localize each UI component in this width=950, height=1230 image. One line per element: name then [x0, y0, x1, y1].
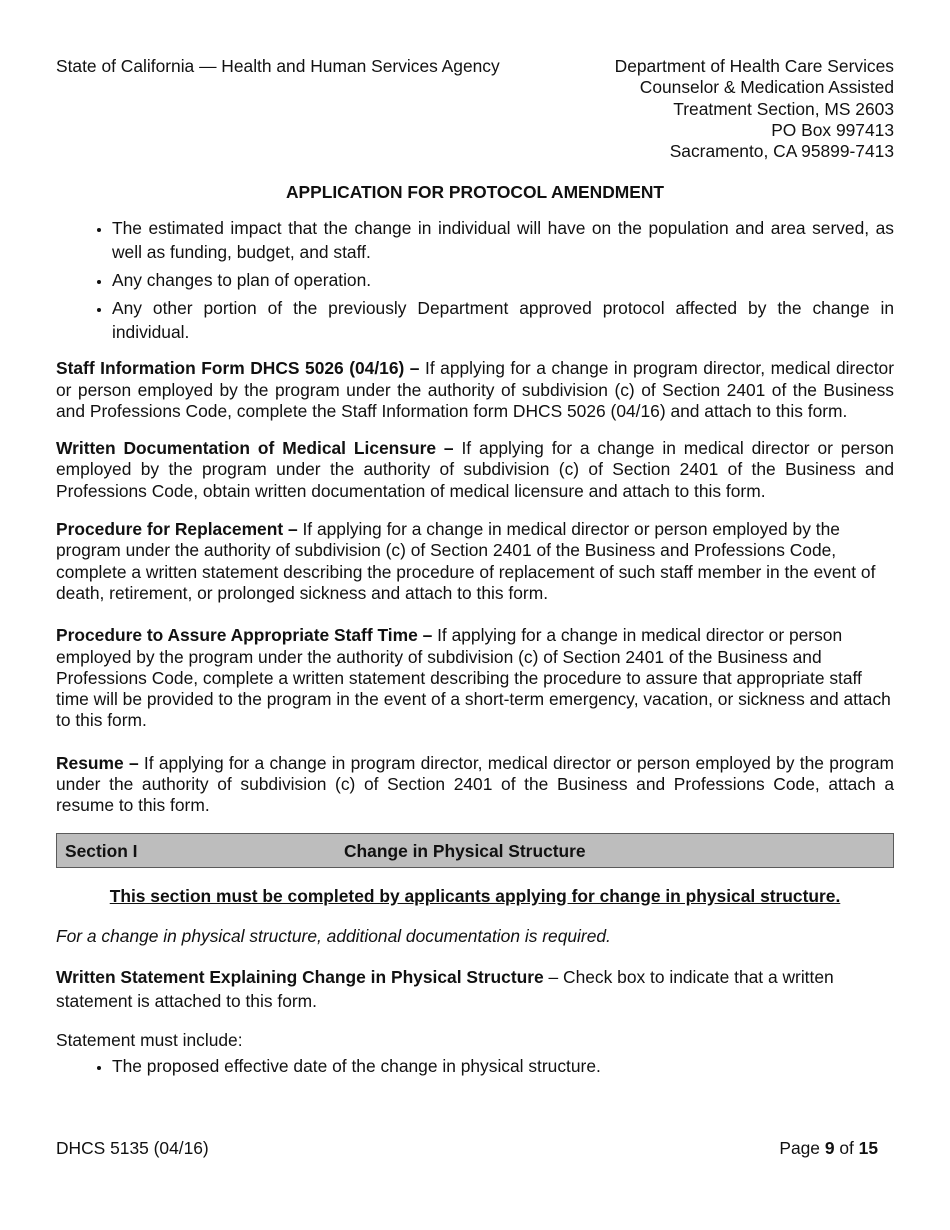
section-number: Section I: [65, 840, 138, 861]
medical-licensure-paragraph: [56, 438, 894, 502]
bullet-item: • Any changes to plan of operation.: [112, 268, 894, 292]
section-requirement-notice: This section must be completed by applicants applying for change in physical structure.: [109, 885, 841, 906]
staff-time-procedure-paragraph: [56, 625, 894, 731]
paragraph-heading: Procedure to Assure Appropriate Staff Time –: [56, 625, 433, 646]
section-header-bar: [56, 833, 894, 868]
total-pages: 15: [858, 1138, 878, 1158]
address-line: Counselor & Medication Assisted: [639, 77, 894, 98]
bullet-item: • The proposed effective date of the change in physical structure.: [112, 1054, 894, 1078]
form-identifier: DHCS 5135 (04/16): [56, 1138, 209, 1158]
paragraph-body: – Check box to indicate that a written statement is attached to this form.: [56, 967, 834, 1012]
additional-documentation-note: For a change in physical structure, additional documentation is required.: [56, 925, 611, 946]
letterhead: [56, 56, 894, 164]
document-title: APPLICATION FOR PROTOCOL AMENDMENT: [285, 182, 665, 202]
page-number: [779, 1138, 878, 1159]
statement-include-list: [56, 1054, 894, 1078]
staff-information-paragraph: [56, 358, 894, 422]
paragraph-body: If applying for a change in program director, medical director or person employed by the program under the authority of subdivision (c) of Section 2401 of the Business and Professions Code, attach a resume to this form.: [56, 752, 894, 816]
replacement-procedure-paragraph: [56, 519, 894, 604]
address-line: Sacramento, CA 95899-7413: [669, 141, 894, 162]
address-line: Treatment Section, MS 2603: [673, 98, 894, 119]
current-page: 9: [824, 1138, 835, 1158]
resume-paragraph: [56, 753, 894, 817]
address-line: PO Box 997413: [771, 119, 894, 140]
paragraph-body: If applying for a change in program director, medical director or person employed by the program under the authority of subdivision (c) of Section 2401 of the Business and Professions Code, complete the Staff Information form DHCS 5026 (04/16) and attach to this form.: [56, 358, 894, 421]
bullet-item: • Any other portion of the previously Department approved protocol affected by the change in individual.: [112, 296, 894, 344]
paragraph-heading: Procedure for Replacement –: [56, 519, 298, 540]
of-word: of: [834, 1138, 859, 1158]
document-page: [56, 56, 894, 1082]
paragraph-body: If applying for a change in medical director or person employed by the program under the authority of subdivision (c) of Section 2401 of the Business and Professions Code, complete a written statement describing the procedure of replacement of such staff member in the event of death, retirement, or prolonged sickness and attach to this form.: [56, 519, 876, 603]
paragraph-heading: Staff Information Form DHCS 5026 (04/16) –: [56, 358, 420, 379]
bullet-item: • The estimated impact that the change in individual will have on the population and area served, as well as funding, budget, and staff.: [112, 216, 894, 264]
impact-bullet-list: [56, 216, 894, 344]
agency-name: State of California — Health and Human Services Agency: [56, 56, 500, 76]
page-word: Page: [779, 1138, 825, 1158]
paragraph-heading: Written Documentation of Medical Licensure –: [56, 438, 454, 459]
written-statement-paragraph: [56, 965, 894, 1013]
paragraph-heading: Written Statement Explaining Change in Physical Structure: [56, 967, 544, 988]
paragraph-heading: Resume –: [56, 752, 139, 773]
section-title: Change in Physical Structure: [344, 840, 586, 861]
statement-include-label: Statement must include:: [56, 1030, 243, 1051]
paragraph-body: If applying for a change in medical director or person employed by the program under the authority of subdivision (c) of Section 2401 of the Business and Professions Code, obtain written documentation of medical licensure and attach to this form.: [56, 438, 894, 501]
paragraph-body: If applying for a change in medical director or person employed by the program under the authority of subdivision (c) of Section 2401 of the Business and Professions Code, complete a written statement describing the procedure to assure that appropriate staff time will be provided to the program in the event of a short-term emergency, vacation, or sickness and attach to this form.: [56, 625, 891, 731]
address-line: Department of Health Care Services: [614, 56, 894, 76]
department-address: [615, 56, 894, 162]
